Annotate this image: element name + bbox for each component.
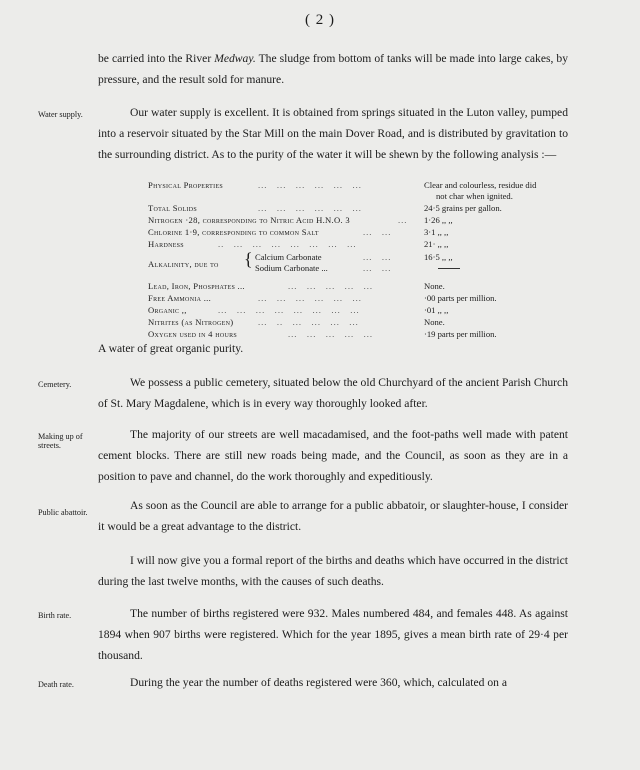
alkalinity-label: Alkalinity, due to [148, 259, 219, 269]
analysis-row-label: Nitrogen ·28, corresponding to Nitric Acid H.N.O. 3 [148, 215, 351, 225]
alkalinity-rule [438, 268, 460, 269]
paragraph-birth: The number of births registered were 932. Males numbered 484, and females 448. As against 1894 when 907 births were registered. Which for the year 1895, gives a mean birth rate of 29·4 per thousand. [98, 607, 568, 662]
sewage-text-a: be carried into the River [98, 52, 215, 65]
analysis-physical-label: Physical Properties [148, 180, 224, 190]
alkalinity-value: 16·5 ,, ,, [424, 252, 453, 262]
margin-note-abattoir: Public abattoir. [38, 508, 88, 517]
margin-note-birth: Birth rate. [38, 611, 72, 620]
analysis-row-value: ·19 parts per million. [424, 329, 497, 339]
analysis-row-value: ·01 ,, ,, [424, 305, 449, 315]
river-name: Medway. [214, 52, 256, 65]
analysis-row-value: 1·26 ,, ,, [424, 215, 453, 225]
analysis-row-value: ·00 parts per million. [424, 293, 497, 303]
analysis-row-value: None. [424, 281, 445, 291]
paragraph-report: I will now give you a formal report of the births and deaths which have occurred in the district during the last twelve months, with the causes of such deaths. [98, 554, 568, 588]
analysis-row-value: 24·5 grains per gallon. [424, 203, 502, 213]
analysis-row-label: Free Ammonia ... [148, 293, 212, 303]
analysis-row-value: 3·1 ,, ,, [424, 227, 449, 237]
analysis-row-label: Total Solids [148, 203, 197, 213]
alkalinity-brace: { [244, 249, 253, 269]
analysis-row-label: Nitrites (as Nitrogen) [148, 317, 234, 327]
analysis-row-label: Oxygen used in 4 hours [148, 329, 238, 339]
alkalinity-sub-2: Sodium Carbonate ... [255, 263, 328, 273]
margin-note-death: Death rate. [38, 680, 74, 689]
alkalinity-sub-1: Calcium Carbonate [255, 252, 322, 262]
margin-note-cemetery: Cemetery. [38, 380, 72, 389]
analysis-row-value: None. [424, 317, 445, 327]
paragraph-streets: The majority of our streets are well macadamised, and the foot-paths well made with patent cement blocks. There are still new roads being made, and the Council, as soon as they are in a position to pave and channel, do the work thoroughly and expeditiously. [98, 428, 568, 483]
paragraph-abattoir: As soon as the Council are able to arrange for a public abbatoir, or slaughter-house, I consider it would be a great advantage to the district. [98, 499, 568, 533]
paragraph-purity: A water of great organic purity. [98, 342, 244, 355]
analysis-row-label: Chlorine 1·9, corresponding to common Salt [148, 227, 319, 237]
margin-note-streets: Making up of streets. [38, 432, 83, 450]
analysis-row-label: Lead, Iron, Phosphates ... [148, 281, 245, 291]
paragraph-cemetery: We possess a public cemetery, situated below the old Churchyard of the ancient Parish Church of St. Mary Magdalene, which is in every way thoroughly looked after. [98, 376, 568, 410]
analysis-physical-value: Clear and colourless, residue did [424, 180, 537, 190]
paragraph-water: Our water supply is excellent. It is obtained from springs situated in the Luton valley, pumped into a reservoir situated by the Star Mill on the main Dover Road, and is distributed by gravitation to the surrounding district. As to the purity of the water it will be shewn by the following analysis :— [98, 106, 568, 161]
analysis-physical-value-2: not char when ignited. [436, 191, 513, 201]
analysis-row-value: 21· ,, ,, [424, 239, 449, 249]
analysis-row-label: Organic ,, [148, 305, 187, 315]
margin-note-water: Water supply. [38, 110, 83, 119]
paragraph-sewage-cont [98, 48, 568, 90]
analysis-row-label: Hardness [148, 239, 184, 249]
page-number: ( 2 ) [305, 12, 335, 28]
paragraph-death: During the year the number of deaths registered were 360, which, calculated on a [130, 676, 507, 689]
sewage-text-b: The sludge from bottom of tanks will be made into large cakes, by pressure, and the result sold for manure. [98, 52, 568, 86]
